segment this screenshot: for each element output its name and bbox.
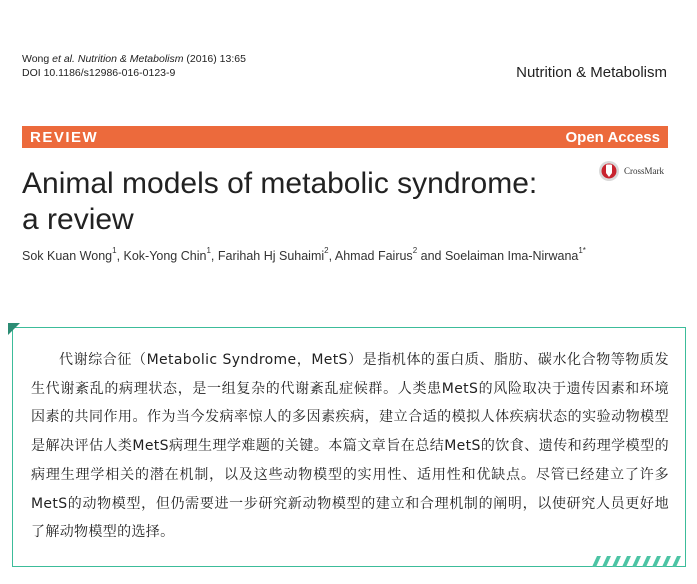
article-type-banner	[22, 126, 668, 148]
author[interactable]	[217, 246, 329, 263]
crossmark-label: CrossMark	[624, 166, 664, 176]
citation-year-pages: (2016) 13:65	[186, 53, 246, 65]
author-affiliation: 1	[112, 246, 117, 255]
citation-et-al: et al.	[52, 53, 75, 65]
author[interactable]	[334, 246, 418, 263]
author-affiliation: 2	[412, 246, 418, 255]
crossmark-badge[interactable]	[598, 160, 664, 182]
author-name: Farihah Hj Suhaimi	[217, 249, 325, 263]
journal-name: Nutrition & Metabolism	[516, 64, 667, 81]
article-title	[22, 166, 582, 238]
title-line-1: Animal models of metabolic syndrome:	[22, 167, 538, 200]
title-line-2: a review	[22, 203, 134, 236]
frame-corner-decoration	[8, 323, 20, 335]
citation	[22, 52, 246, 80]
author-affiliation: 1	[206, 246, 211, 255]
citation-journal: Nutrition & Metabolism	[77, 53, 184, 65]
author-list: Sok Kuan Wong$^1$, Kok-Yong Chin$^1$, Farihah Hj Suhaimi$^2$, Ahmad Fairus$^2$ and Soelaiman Ima-Nirwana$^{1*}$	[22, 246, 586, 263]
author[interactable]	[444, 246, 586, 263]
citation-author: Wong	[22, 53, 50, 65]
authors-conjunction: and	[420, 249, 442, 263]
author-name: Sok Kuan Wong	[22, 249, 113, 263]
stripe-decoration	[588, 556, 682, 567]
author-name: Kok-Yong Chin	[123, 249, 207, 263]
author-affiliation: 1*	[578, 246, 586, 255]
review-label: REVIEW	[30, 128, 99, 146]
crossmark-icon	[598, 160, 620, 182]
chinese-abstract: 代谢综合征（Metabolic Syndrome，MetS）是指机体的蛋白质、脂肪、碳水化合物等物质发生代谢紊乱的病理状态，是一组复杂的代谢紊乱症候群。人类患MetS的风险取决于遗传因素和环境因素的共同作用。作为当今发病率惊人的多因素疾病，建立合适的模拟人体疾病状态的实验动物模型是解决评估人类MetS病理生理学难题的关键。本篇文章旨在总结MetS的饮食、遗传和药理学模型的病理生理学相关的潜在机制，以及这些动物模型的实用性、适用性和优缺点。尽管已经建立了许多MetS的动物模型，但仍需要进一步研究新动物模型的建立和合理机制的阐明，以使研究人员更好地了解动物模型的选择。	[31, 352, 669, 541]
author[interactable]	[22, 246, 117, 263]
open-access-label[interactable]: Open Access	[565, 128, 660, 146]
author[interactable]	[123, 246, 211, 263]
author-name: Soelaiman Ima-Nirwana	[444, 249, 579, 263]
citation-doi[interactable]: DOI 10.1186/s12986-016-0123-9	[22, 67, 176, 79]
citation-line	[22, 52, 246, 66]
author-affiliation: 2	[324, 246, 329, 255]
author-name: Ahmad Fairus	[334, 249, 413, 263]
